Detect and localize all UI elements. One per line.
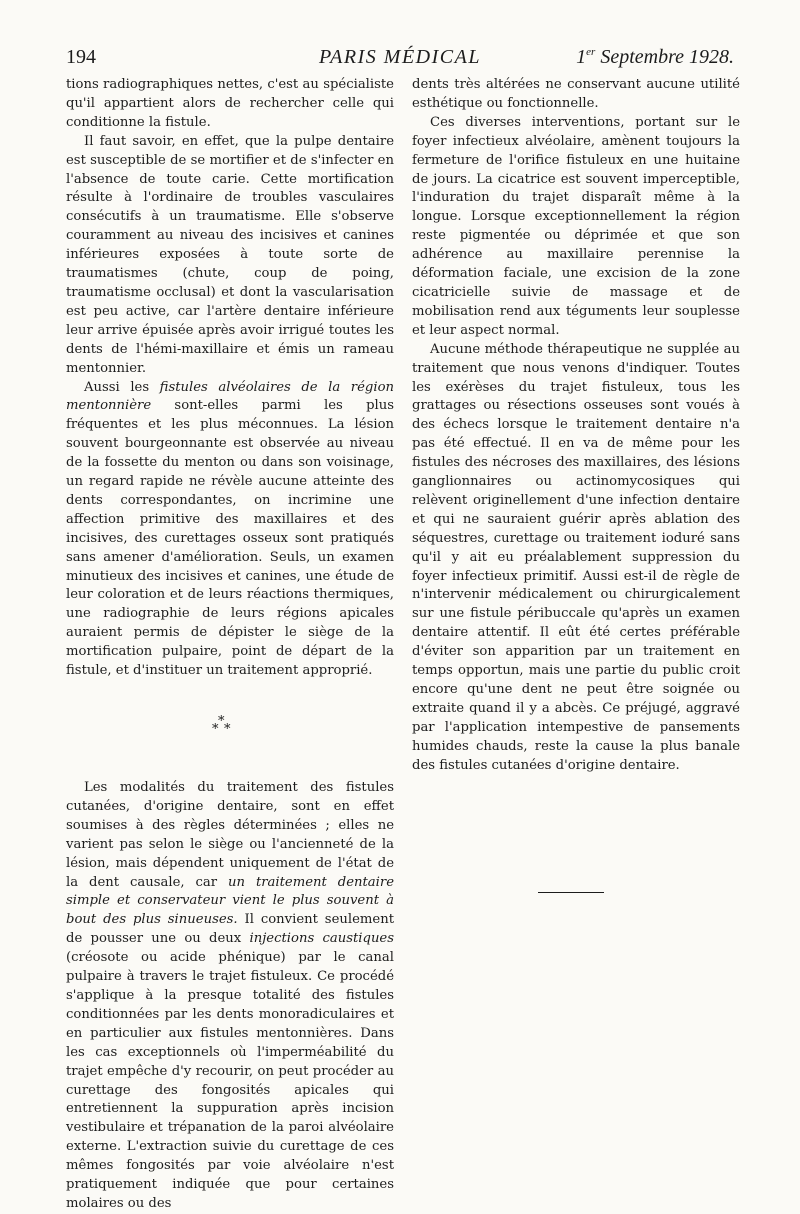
text-run: Les modalités du traitement des fistules cutanées, d'origine dentaire, sont en effet soumises à des règles déterminées ; elles ne varient pas selon le siège ou l'ancienneté de la lésion, mais dépendent uniquement de l'état de la dent causale, car [66, 780, 394, 890]
text-run: Il convient seulement de pousser une ou deux [66, 912, 394, 947]
left-column [66, 76, 394, 1214]
asterism-star: * [218, 714, 225, 729]
paragraph: dents très altérées ne conservant aucune utilité esthétique ou fonctionnelle. [412, 77, 740, 111]
issue-date-rest: Septembre 1928. [595, 46, 734, 68]
issue-date [576, 46, 734, 69]
end-rule [538, 892, 604, 893]
text-run: Aussi les [84, 379, 160, 395]
italic-run: fistules alvéolaires de la région mentonnière [66, 379, 394, 414]
paragraph [66, 379, 394, 682]
issue-date-sup: er [586, 46, 596, 58]
right-column [412, 76, 740, 776]
page-number: 194 [66, 46, 96, 68]
asterism-star: * [224, 722, 231, 737]
paragraph: Aucune méthode thérapeutique ne supplée au traitement que nous venons d'indiquer. Toutes les exérèses du trajet fistuleux, tous les grattages ou résections osseuses sont voués à des échecs lorsque le traitement dentaire n'a pas été effectué. Il en va de même pour les fistules des nécroses des maxillaires, des lésions ganglionnaires ou actinomycosiques qui relèvent originellement d'une infection dentaire et qui ne sauraient guérir après ablation des séquestres, curettage ou traitement ioduré sans qu'il y ait eu préalablement suppression du foyer infectieux primitif. Aussi est-il de règle de n'intervenir médicalement ou chirurgicalement sur une fistule péribuccale qu'après un examen dentaire attentif. Il eût été certes préférable d'éviter son apparition par un traitement en temps opportun, mais une partie du public croit encore qu'une dent ne peut être soignée ou extraite quand il y a abcès. Ce préjugé, aggravé par l'application intempestive de pansements humides chauds, reste la cause la plus banale des fistules cutanées d'origine dentaire. [412, 341, 740, 773]
issue-date-day: 1 [576, 46, 587, 68]
italic-run: un traitement dentaire simple et conservateur vient le plus souvent à bout des plus sinueuses. [66, 874, 394, 928]
paragraph [66, 779, 394, 1214]
text-run: (créosote ou acide phénique) par le canal pulpaire à travers le trajet fistuleux. Ce procédé s'applique à la presque totalité des fistules conditionnées par les dents monoradiculaires et en particulier aux fistules mentonnières. Dans les cas exceptionnels où l'imperméabilité du trajet empêche d'y recourir, on peut procéder au curettage des fongosités apicales qui entretiennent la suppuration après incision vestibulaire et trépanation de la paroi alvéolaire externe. L'extraction suivie du curettage de ces mêmes fongosités par voie alvéolaire n'est pratiquement indiquée que pour certaines molaires ou des [66, 950, 394, 1211]
italic-run: injections caustiques [249, 931, 395, 947]
section-asterism [66, 705, 394, 769]
asterism-star: * [212, 722, 219, 737]
paragraph: tions radiographiques nettes, c'est au spécialiste qu'il appartient alors de rechercher celle qui conditionne la fistule. [66, 77, 394, 130]
text-run: sont-elles parmi les plus fréquentes et les plus méconnues. La lésion souvent bourgeonnante est observée au niveau de la fossette du menton ou dans son voisinage, un regard rapide ne révèle aucune atteinte des dents correspondantes, on incrimine une affection primitive des maxillaires et des incisives, des curettages osseux sont pratiqués sans amener d'amélioration. Seuls, un examen minutieux des incisives et canines, une étude de leur coloration et de leurs réactions thermiques, une radiographie de leurs régions apicales auraient permis de dépister le siège de la mortification pulpaire, point de départ de la fistule, et d'instituer un traitement approprié. [66, 398, 394, 679]
paragraph: Ces diverses interventions, portant sur le foyer infectieux alvéolaire, amènent toujours la fermeture de l'orifice fistuleux en une huitaine de jours. La cicatrice est souvent imperceptible, l'induration du trajet disparaît même à la longue. Lorsque exceptionnellement la région reste pigmentée ou déprimée et que son adhérence au maxillaire perennise la déformation faciale, une excision de la zone cicatricielle suivie de massage et de mobilisation rend aux téguments leur souplesse et leur aspect normal. [412, 114, 740, 338]
journal-title: PARIS MÉDICAL [319, 46, 481, 68]
page-header [66, 46, 734, 74]
paragraph: Il faut savoir, en effet, que la pulpe dentaire est susceptible de se mortifier et de s'infecter en l'absence de toute carie. Cette mortification résulte à l'ordinaire de troubles vasculaires consécutifs à un traumatisme. Elle s'observe couramment au niveau des incisives et canines inférieures exposées à toute sorte de traumatismes (chute, coup de poing, traumatisme occlusal) et dont la vascularisation est peu active, car l'artère dentaire inférieure leur arrive épuisée après avoir irrigué toutes les dents de l'hémi-maxillaire et émis un rameau mentonnier. [66, 133, 394, 376]
